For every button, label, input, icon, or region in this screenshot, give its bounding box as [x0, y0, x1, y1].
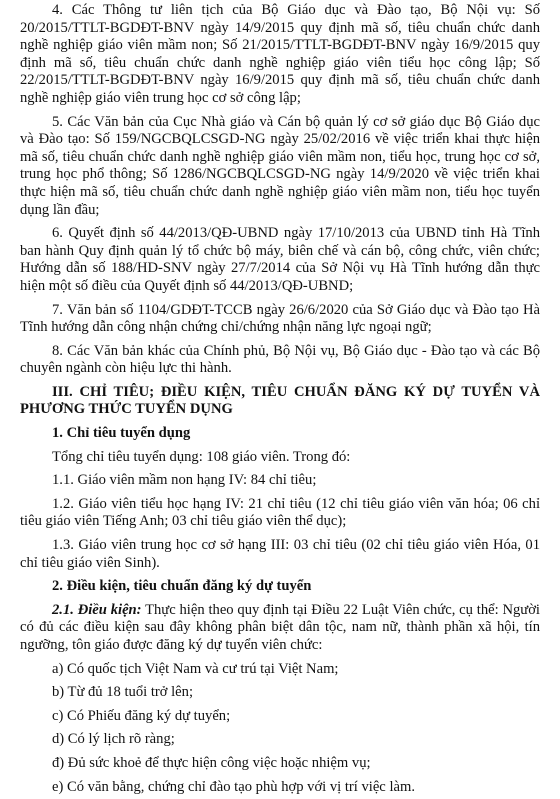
condition-item-a: a) Có quốc tịch Việt Nam và cư trú tại Việt Nam;	[52, 660, 339, 677]
conditions-text: Thực hiện theo quy định tại Điều 22 Luật Viên chức, cụ thể: Người có đủ các điều kiện sau đây không phân biệt dân tộc, nam nữ, thành phần xã hội, tín ngưỡng, tôn giáo được đăng ký dự tuyển viên chức:	[20, 601, 540, 653]
condition-item-d: d) Có lý lịch rõ ràng;	[52, 731, 175, 748]
quota-primary: 1.2. Giáo viên tiểu học hạng IV: 21 chỉ tiêu (12 chỉ tiêu giáo viên văn hóa; 06 chỉ tiêu giáo viên Tiếng Anh; 03 chỉ tiêu giáo viên thể dục);	[20, 495, 540, 530]
quota-preschool: 1.1. Giáo viên mầm non hạng IV: 84 chỉ tiêu;	[52, 472, 317, 489]
paragraph-8: 8. Các Văn bản khác của Chính phủ, Bộ Nội vụ, Bộ Giáo dục - Đào tạo và các Bộ chuyên ngành còn hiệu lực thi hành.	[20, 342, 540, 377]
condition-item-e: e) Có văn bằng, chứng chỉ đào tạo phù hợp với vị trí việc làm.	[52, 778, 415, 795]
condition-item-dd: đ) Đủ sức khoẻ để thực hiện công việc hoặc nhiệm vụ;	[52, 754, 371, 771]
paragraph-7: 7. Văn bản số 1104/GDĐT-TCCB ngày 26/6/2020 của Sở Giáo dục và Đào tạo Hà Tĩnh hướng dẫn công nhận chứng chỉ/chứng nhận năng lực ngoại ngữ;	[20, 301, 540, 336]
quota-total: Tổng chỉ tiêu tuyển dụng: 108 giáo viên. Trong đó:	[52, 448, 351, 465]
condition-item-b: b) Từ đủ 18 tuổi trở lên;	[52, 684, 194, 701]
paragraph-4: 4. Các Thông tư liên tịch của Bộ Giáo dục và Đào tạo, Bộ Nội vụ: Số 20/2015/TTLT-BGDĐT-BNV ngày 14/9/2015 quy định mã số, tiêu chuẩn chức danh nghề nghiệp giáo viên mầm non; Số 21/2015/TTLT-BGDĐT-BNV ngày 16/9/2015 quy định mã số, tiêu chuẩn chức danh nghề nghiệp giáo viên tiểu học công lập; Số 22/2015/TTLT-BGDĐT-BNV ngày 16/9/2015 quy định mã số, tiêu chuẩn chức danh nghề nghiệp giáo viên trung học cơ sở công lập;	[20, 2, 540, 106]
paragraph-6: 6. Quyết định số 44/2013/QĐ-UBND ngày 17/10/2013 của UBND tỉnh Hà Tĩnh ban hành Quy định quản lý tổ chức bộ máy, biên chế và cán bộ, công chức, viên chức; Hướng dẫn số 188/HD-SNV ngày 27/7/2014 của Sở Nội vụ Hà Tĩnh hướng dẫn thực hiện một số điều của Quyết định số 44/2013/QĐ-UBND;	[20, 225, 540, 294]
condition-item-c: c) Có Phiếu đăng ký dự tuyển;	[52, 707, 231, 724]
conditions-paragraph	[20, 602, 540, 655]
quota-secondary: 1.3. Giáo viên trung học cơ sở hạng III: 03 chỉ tiêu (02 chỉ tiêu giáo viên Hóa, 01 chỉ tiêu giáo viên Sinh).	[20, 537, 540, 571]
quota-heading: 1. Chỉ tiêu tuyển dụng	[52, 425, 191, 442]
conditions-label: 2.1. Điều kiện:	[52, 601, 142, 618]
conditions-heading: 2. Điều kiện, tiêu chuẩn đăng ký dự tuyển	[52, 578, 312, 595]
section-3-heading: III. CHỈ TIÊU; ĐIỀU KIỆN, TIÊU CHUẨN ĐĂNG KÝ DỰ TUYỂN VÀ PHƯƠNG THỨC TUYỂN DỤNG	[20, 383, 540, 418]
paragraph-5: 5. Các Văn bản của Cục Nhà giáo và Cán bộ quản lý cơ sở giáo dục Bộ Giáo dục và Đào tạo: Số 159/NGCBQLCSGD-NG ngày 25/02/2016 về việc triển khai thực hiện mã số, tiêu chuẩn chức danh nghề nghiệp giáo viên mầm non, tiểu học, trung học cơ sở, trung học phổ thông; Số 1286/NGCBQLCSGD-NG ngày 14/9/2020 về việc triển khai thực hiện mã số, tiêu chuẩn chức danh nghề nghiệp giáo viên mầm non, tiểu học tuyển dụng lần đầu;	[20, 113, 540, 218]
